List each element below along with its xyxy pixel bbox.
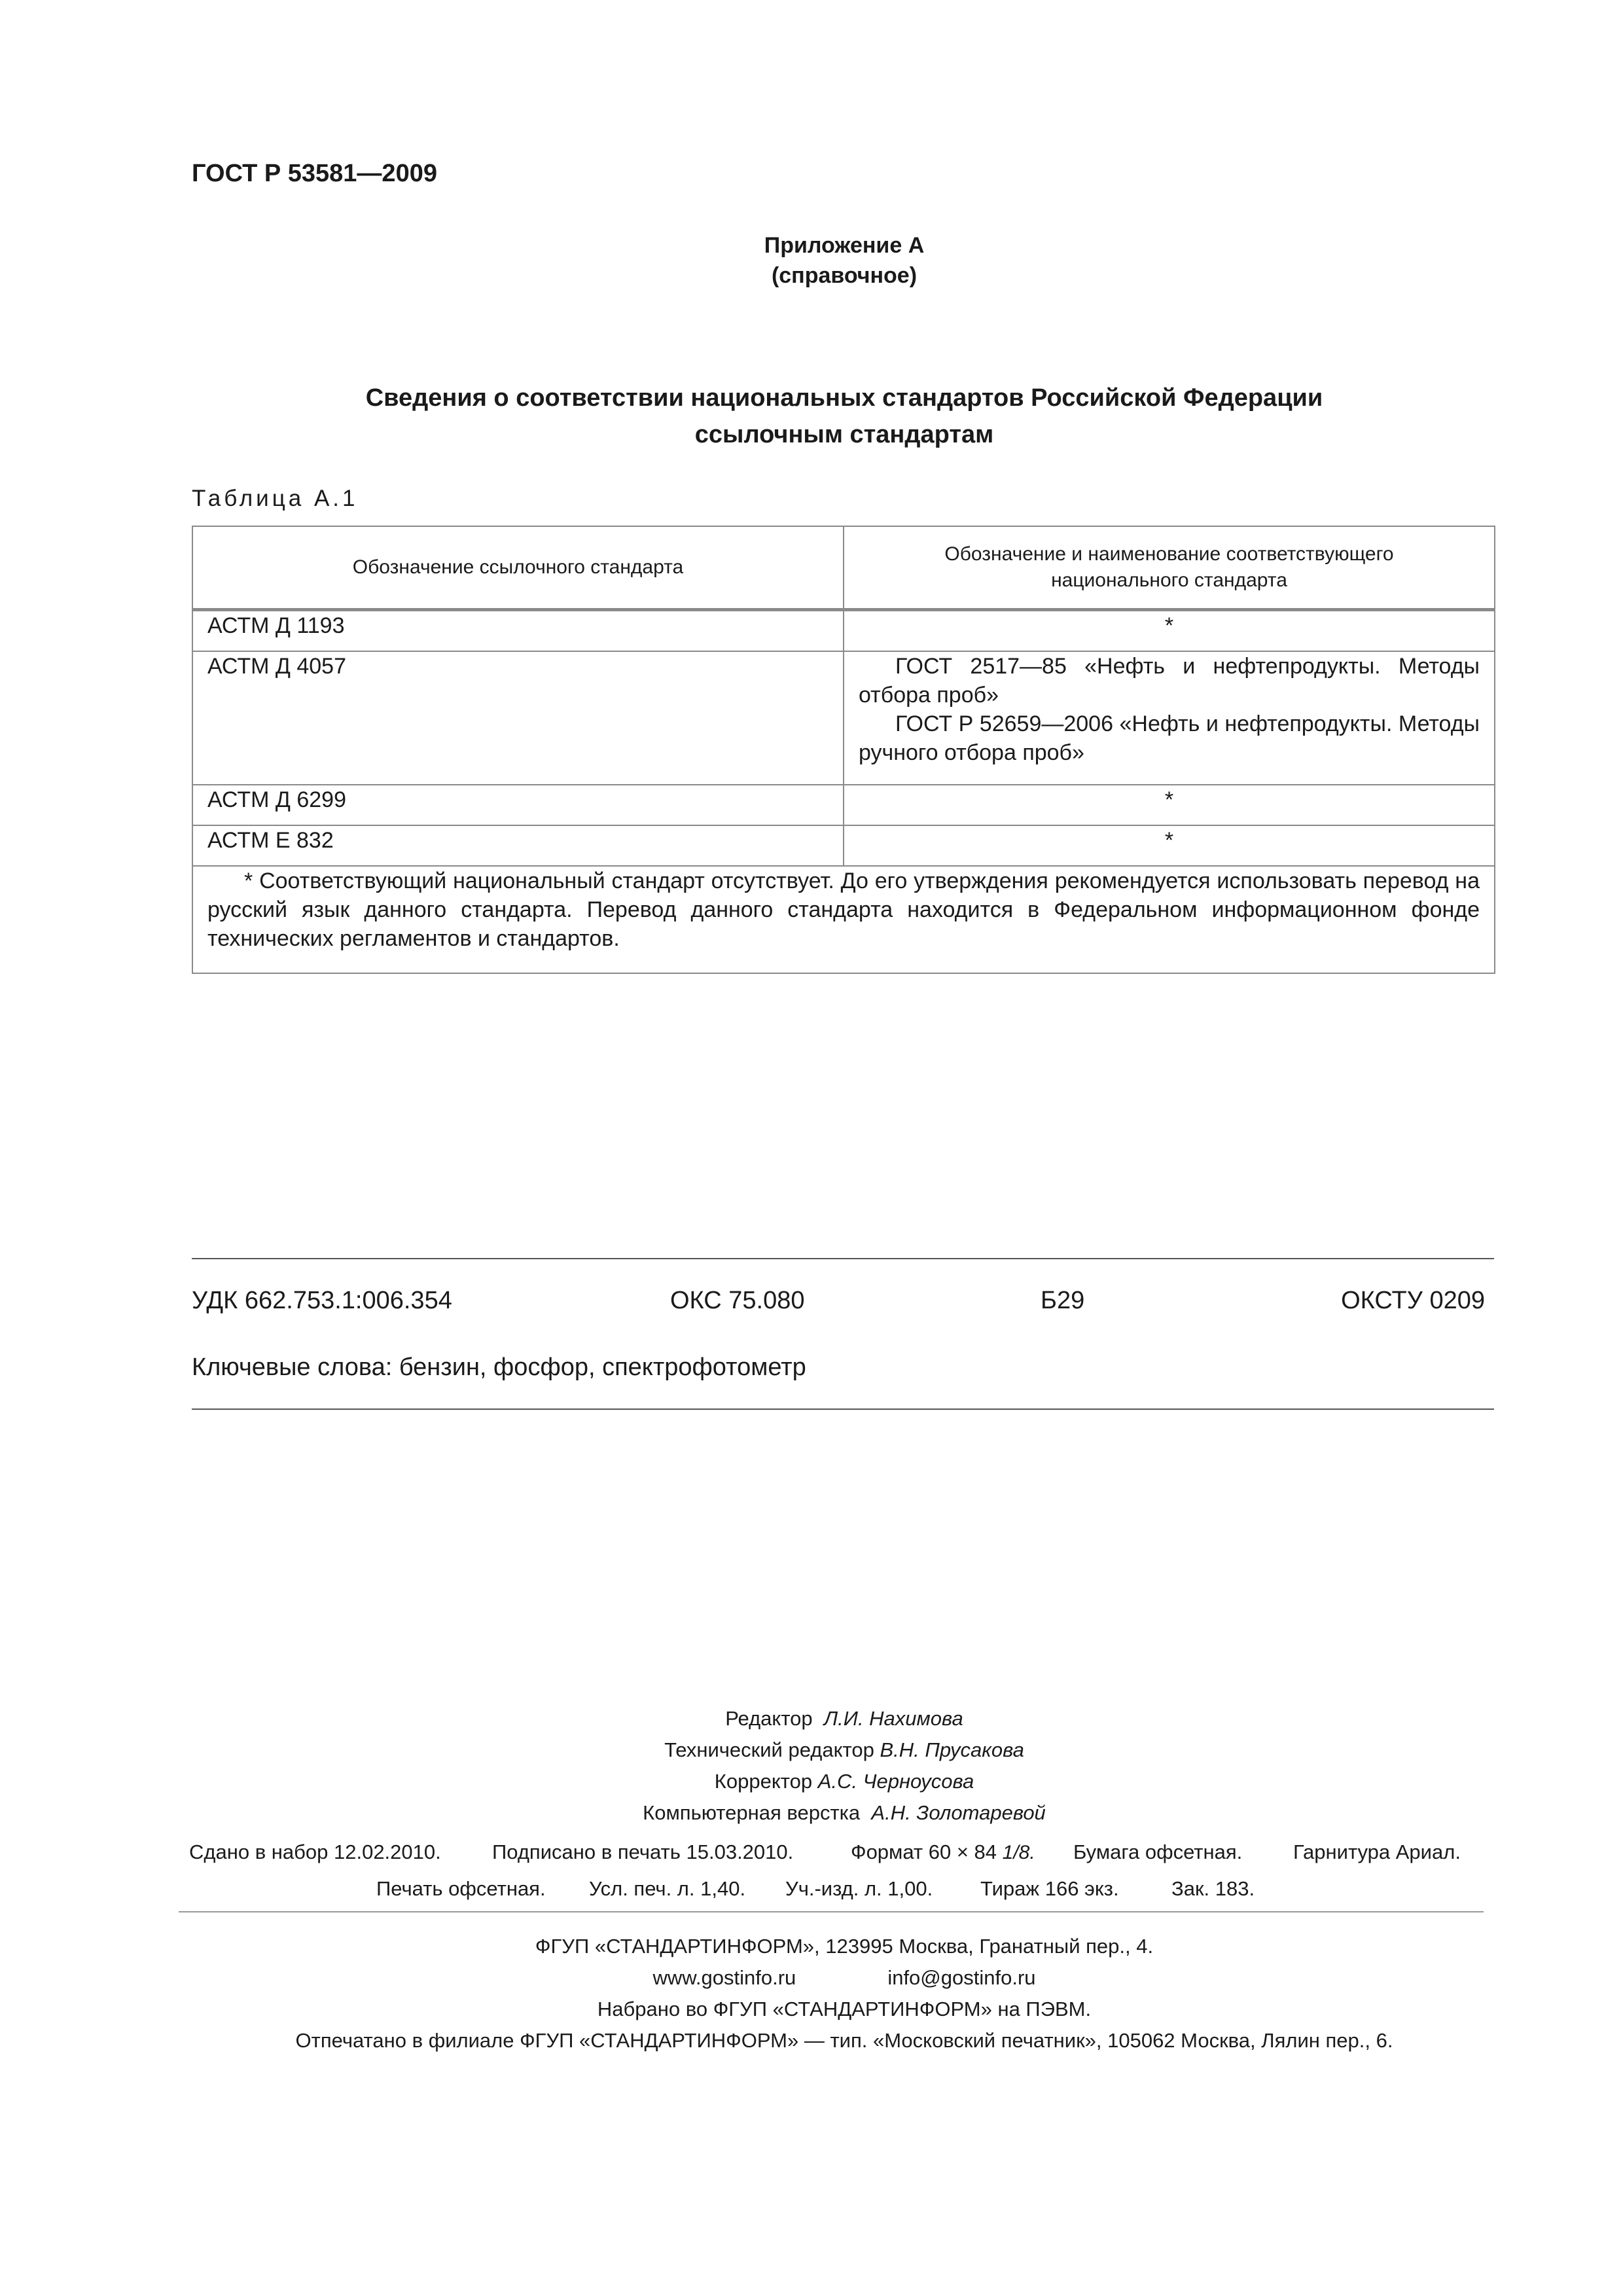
section-title-line2: ссылочным стандартам xyxy=(694,421,994,448)
credit-line xyxy=(0,1766,1623,1797)
format-label: Формат 60 × 84 xyxy=(851,1840,997,1863)
publisher-footer xyxy=(0,1931,1623,2056)
divider xyxy=(192,1408,1494,1410)
contact-line xyxy=(0,1962,1623,1994)
credit-label: Компьютерная верстка xyxy=(643,1801,861,1824)
pub-pub-sheets: Уч.-изд. л. 1,00. xyxy=(785,1877,933,1900)
table-row xyxy=(192,785,1495,825)
national-standard-entry: ГОСТ Р 52659—2006 «Нефть и нефтепродукты. Методы ручного отбора проб» xyxy=(859,711,1480,765)
ref-standard-cell: АСТМ Е 832 xyxy=(192,825,844,866)
pub-submitted: Сдано в набор 12.02.2010. xyxy=(189,1840,441,1863)
pub-print-sheets: Усл. печ. л. 1,40. xyxy=(589,1877,746,1900)
credit-name: А.С. Черноусова xyxy=(817,1770,974,1793)
credit-name: А.Н. Золотаревой xyxy=(871,1801,1046,1824)
ref-standard-cell: АСТМ Д 4057 xyxy=(192,651,844,785)
national-standard-entry: ГОСТ 2517—85 «Нефть и нефтепродукты. Методы отбора проб» xyxy=(859,654,1480,708)
credit-line xyxy=(0,1703,1623,1734)
appendix-title: Приложение А xyxy=(764,233,925,258)
pub-format xyxy=(851,1840,1035,1864)
document-code: ГОСТ Р 53581—2009 xyxy=(192,160,437,187)
udk-code: УДК 662.753.1:006.354 xyxy=(192,1287,452,1314)
ref-standard-cell: АСТМ Д 6299 xyxy=(192,785,844,825)
printed-note: Отпечатано в филиале ФГУП «СТАНДАРТИНФОРМ» — тип. «Московский печатник», 105062 Москва, Лялин пер., 6. xyxy=(295,2029,1393,2052)
national-standard-cell xyxy=(844,651,1495,785)
credit-label: Редактор xyxy=(725,1707,813,1730)
credit-line xyxy=(0,1734,1623,1766)
national-standard-cell: * xyxy=(844,825,1495,866)
credit-label: Технический редактор xyxy=(664,1738,874,1761)
table-row xyxy=(192,610,1495,652)
section-title-line1: Сведения о соответствии национальных стандартов Российской Федерации xyxy=(365,384,1323,412)
okstu-code: ОКСТУ 0209 xyxy=(1341,1287,1485,1314)
reference-standards-table xyxy=(192,526,1495,974)
table-header-national: Обозначение и наименование соответствующего национального стандарта xyxy=(844,526,1495,610)
website-link[interactable]: www.gostinfo.ru xyxy=(652,1966,796,1989)
pub-run: Тираж 166 экз. xyxy=(980,1877,1119,1900)
table-row xyxy=(192,825,1495,866)
oks-code: ОКС 75.080 xyxy=(670,1287,805,1314)
national-standard-cell: * xyxy=(844,610,1495,652)
keywords: Ключевые слова: бензин, фосфор, спектрофотометр xyxy=(192,1354,806,1381)
pub-typeface: Гарнитура Ариал. xyxy=(1293,1840,1461,1863)
email-link[interactable]: info@gostinfo.ru xyxy=(887,1966,1036,1989)
credit-label: Корректор xyxy=(714,1770,813,1793)
credit-line xyxy=(0,1797,1623,1829)
table-caption: Таблица А.1 xyxy=(192,486,359,511)
typeset-note: Набрано во ФГУП «СТАНДАРТИНФОРМ» на ПЭВМ. xyxy=(597,1998,1092,2020)
format-fraction: 1/8. xyxy=(1002,1842,1035,1863)
ref-standard-cell: АСТМ Д 1193 xyxy=(192,610,844,652)
divider xyxy=(192,1258,1494,1259)
pub-order: Зак. 183. xyxy=(1171,1877,1255,1900)
pub-signed: Подписано в печать 15.03.2010. xyxy=(492,1840,794,1863)
appendix-type: (справочное) xyxy=(771,263,918,288)
national-standard-cell: * xyxy=(844,785,1495,825)
group-code: Б29 xyxy=(1041,1287,1085,1314)
credit-name: В.Н. Прусакова xyxy=(880,1738,1024,1761)
pub-print: Печать офсетная. xyxy=(376,1877,546,1900)
table-row xyxy=(192,651,1495,785)
publisher-address: ФГУП «СТАНДАРТИНФОРМ», 123995 Москва, Гранатный пер., 4. xyxy=(535,1935,1154,1958)
table-footnote: * Соответствующий национальный стандарт отсутствует. До его утверждения рекомендуется использовать перевод на русский язык данного стандарта. Перевод данного стандарта находится в Федеральном информационном фонде технических регламентов и стандартов. xyxy=(192,866,1495,973)
credit-name: Л.И. Нахимова xyxy=(823,1707,963,1730)
editorial-credits xyxy=(0,1703,1623,1829)
pub-paper: Бумага офсетная. xyxy=(1073,1840,1243,1863)
table-header-ref: Обозначение ссылочного стандарта xyxy=(192,526,844,610)
divider xyxy=(179,1911,1484,1912)
